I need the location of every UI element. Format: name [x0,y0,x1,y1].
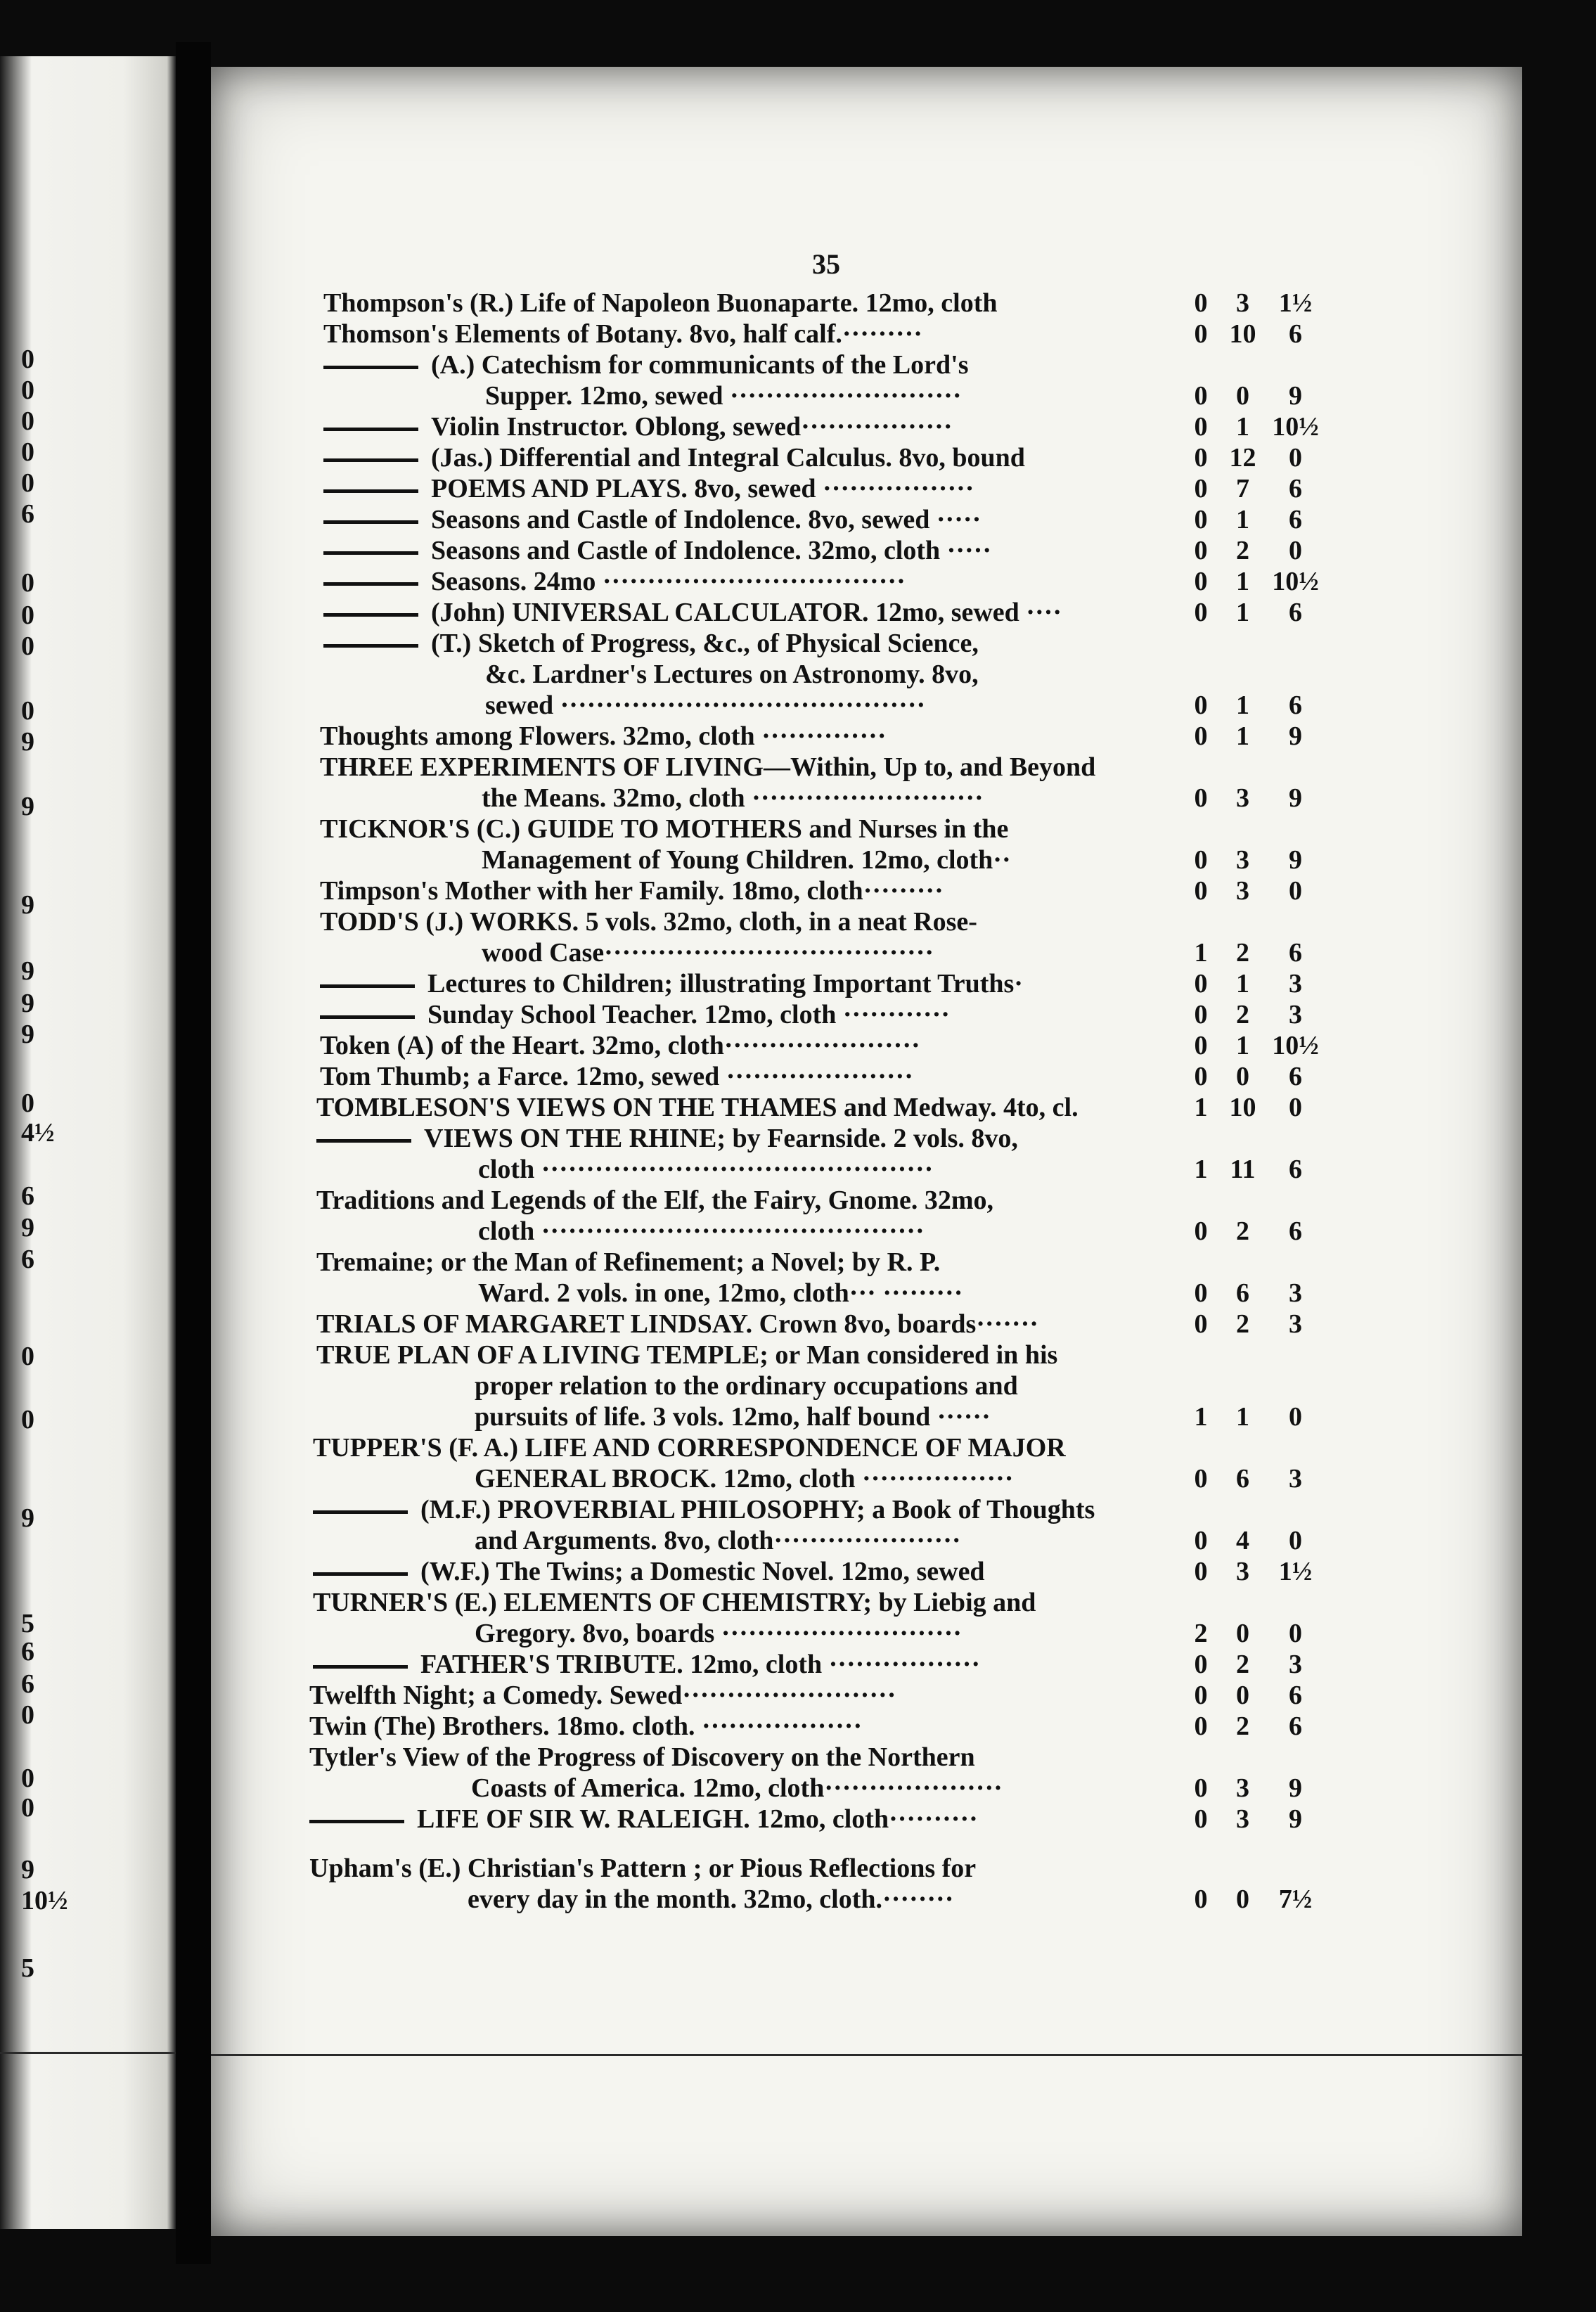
ditto-dash [309,1820,404,1823]
left-margin-number: 6 [21,499,34,529]
ditto-dash [323,489,418,493]
price-pence: 6 [1289,474,1302,503]
price-pounds: 0 [1194,1031,1208,1060]
left-margin-number: 9 [21,1020,34,1049]
entry-text: Tom Thumb; a Farce. 12mo, sewed ····················· [320,1062,913,1091]
entry-text: Upham's (E.) Christian's Pattern ; or Pious Reflections for [309,1854,977,1883]
entry-text: Timpson's Mother with her Family. 18mo, cloth········· [320,876,944,906]
left-margin-number: 9 [21,792,34,821]
entry-text: the Means. 32mo, cloth ·························· [482,783,984,813]
price-shillings: 0 [1236,1619,1249,1648]
price-pence: 1½ [1278,1557,1313,1586]
catalogue-line [323,319,922,350]
ditto-dash [313,1572,408,1576]
left-margin-number: 6 [21,1637,34,1666]
ditto-dash [323,551,418,555]
entry-text: Sunday School Teacher. 12mo, cloth ············ [427,1000,950,1029]
entry-text: (John) UNIVERSAL CALCULATOR. 12mo, sewed ···· [431,598,1062,627]
price-pounds: 0 [1194,1773,1208,1803]
catalogue-line [320,1062,913,1093]
catalogue-line [485,691,925,721]
entry-text: Thompson's (R.) Life of Napoleon Buonaparte. 12mo, cloth [323,288,998,318]
entry-text: Violin Instructor. Oblong, sewed················· [431,412,953,442]
entry-text: Seasons. 24mo ·································· [431,567,906,596]
price-pence: 6 [1289,1681,1302,1710]
price-shillings: 10 [1229,319,1256,349]
catalogue-line [313,1650,980,1681]
entry-text: and Arguments. 8vo, cloth····················· [475,1526,961,1555]
price-pounds: 0 [1194,412,1208,442]
catalogue-line [478,1278,963,1309]
catalogue-line [309,1742,975,1773]
price-shillings: 1 [1236,691,1249,720]
price-pence: 6 [1289,1216,1302,1246]
left-margin-number: 0 [21,696,34,726]
left-margin-number: 0 [21,1342,34,1371]
price-shillings: 2 [1236,536,1249,565]
price-pounds: 0 [1194,536,1208,565]
price-pounds: 0 [1194,1557,1208,1586]
price-pounds: 0 [1194,598,1208,627]
price-shillings: 0 [1236,1681,1249,1710]
left-margin-number: 10½ [21,1886,68,1915]
catalogue-line [323,288,998,319]
price-pence: 0 [1289,1619,1302,1648]
price-shillings: 12 [1229,443,1256,473]
price-pounds: 0 [1194,1000,1208,1029]
catalogue-line [309,1681,896,1711]
catalogue-line [475,1464,1013,1495]
catalogue-line [320,907,977,938]
entry-text: (W.F.) The Twins; a Domestic Novel. 12mo, sewed [420,1557,985,1586]
price-shillings: 3 [1236,783,1249,813]
price-pounds: 1 [1194,1093,1208,1122]
price-shillings: 11 [1230,1155,1256,1184]
price-pounds: 0 [1194,1681,1208,1710]
ditto-dash [323,366,418,369]
catalogue-line [320,814,1008,845]
catalogue-line [320,752,1095,783]
catalogue-line [313,1557,985,1588]
catalogue-line [316,1340,1057,1371]
price-shillings: 6 [1236,1278,1249,1308]
price-shillings: 1 [1236,1402,1249,1432]
price-pence: 3 [1289,1650,1302,1679]
catalogue-line [309,1854,976,1884]
price-shillings: 4 [1236,1526,1249,1555]
ditto-dash [320,984,415,988]
ditto-dash [320,1015,415,1019]
price-pence: 6 [1289,691,1302,720]
price-pounds: 0 [1194,1062,1208,1091]
entry-text: pursuits of life. 3 vols. 12mo, half bound ······ [475,1402,991,1432]
catalogue-line [475,1402,991,1433]
price-pounds: 1 [1194,938,1208,968]
price-shillings: 2 [1236,1309,1249,1339]
catalogue-line [316,1247,940,1278]
left-margin-number: 9 [21,890,34,920]
catalogue-line [475,1619,962,1650]
price-shillings: 6 [1236,1464,1249,1494]
left-margin-number: 9 [21,727,34,757]
entry-text: (Jas.) Differential and Integral Calculus. 8vo, bound [431,443,1025,473]
entry-text: Token (A) of the Heart. 32mo, cloth······················ [320,1031,920,1060]
catalogue-line [320,969,1023,1000]
price-pence: 0 [1289,443,1302,473]
ditto-dash [323,428,418,431]
price-pounds: 1 [1194,1402,1208,1432]
price-shillings: 2 [1236,1650,1249,1679]
price-pence: 9 [1289,1804,1302,1834]
catalogue-line [313,1495,1095,1526]
price-pence: 9 [1289,381,1302,411]
left-margin-number: 0 [21,468,34,498]
catalogue-line [320,1000,950,1031]
price-shillings: 0 [1236,1062,1249,1091]
price-pounds: 0 [1194,691,1208,720]
price-pence: 10½ [1272,567,1319,596]
ditto-dash [323,644,418,648]
price-shillings: 2 [1236,1711,1249,1741]
price-pounds: 0 [1194,845,1208,875]
catalogue-line [313,1588,1036,1619]
left-margin-number: 0 [21,437,34,467]
catalogue-line [316,1124,1018,1155]
price-pounds: 0 [1194,1884,1208,1914]
left-margin-number: 0 [21,631,34,661]
price-pounds: 0 [1194,1464,1208,1494]
price-pounds: 0 [1194,443,1208,473]
price-pence: 9 [1289,845,1302,875]
price-pence: 6 [1289,1711,1302,1741]
entry-text: FATHER'S TRIBUTE. 12mo, cloth ················· [420,1650,981,1679]
catalogue-line [316,1309,1038,1340]
price-pence: 6 [1289,598,1302,627]
catalogue-line [468,1884,953,1915]
price-pence: 6 [1289,505,1302,534]
entry-text: TURNER'S (E.) ELEMENTS OF CHEMISTRY; by Liebig and [313,1588,1036,1617]
price-pence: 3 [1289,1000,1302,1029]
left-margin-number: 9 [21,1503,34,1533]
price-shillings: 2 [1236,1000,1249,1029]
entry-text: (A.) Catechism for communicants of the Lord's [431,350,969,380]
price-shillings: 10 [1229,1093,1256,1122]
price-shillings: 1 [1236,598,1249,627]
entry-text: Ward. 2 vols. in one, 12mo, cloth··· ········· [478,1278,963,1308]
price-pence: 3 [1289,1309,1302,1339]
entry-text: Thoughts among Flowers. 32mo, cloth ·············· [320,721,887,751]
catalogue-line [313,1433,1066,1464]
price-shillings: 7 [1236,474,1249,503]
entry-text: Traditions and Legends of the Elf, the Fairy, Gnome. 32mo, [316,1186,994,1215]
ditto-dash [313,1665,408,1669]
ditto-dash [323,582,418,586]
price-pounds: 0 [1194,876,1208,906]
left-margin-number: 0 [21,345,34,374]
entry-text: Gregory. 8vo, boards ··························· [475,1619,962,1648]
catalogue-line [323,536,991,567]
entry-text: every day in the month. 32mo, cloth.········ [468,1884,954,1914]
catalogue-line [475,1371,1018,1402]
left-margin-number: 0 [21,1405,34,1434]
left-margin-number: 6 [21,1181,34,1211]
price-pence: 10½ [1272,412,1319,442]
price-pence: 3 [1289,1278,1302,1308]
price-shillings: 3 [1236,845,1249,875]
left-margin-number: 9 [21,956,34,986]
entry-text: wood Case····································· [482,938,934,968]
left-margin-number: 0 [21,568,34,598]
catalogue-line [323,598,1062,629]
price-pounds: 0 [1194,381,1208,411]
entry-text: Lectures to Children; illustrating Important Truths· [427,969,1023,998]
catalogue-line [320,721,887,752]
price-pence: 9 [1289,783,1302,813]
entry-text: VIEWS ON THE RHINE; by Fearnside. 2 vols. 8vo, [424,1124,1018,1153]
price-shillings: 2 [1236,1216,1249,1246]
catalogue-line [323,412,953,443]
price-shillings: 3 [1236,1557,1249,1586]
entry-text: &c. Lardner's Lectures on Astronomy. 8vo, [485,660,979,689]
catalogue-line [309,1711,862,1742]
ditto-dash [323,458,418,462]
left-margin-number: 0 [21,1700,34,1730]
price-shillings: 1 [1236,1031,1249,1060]
left-margin-number: 0 [21,1088,34,1118]
price-pence: 9 [1289,721,1302,751]
price-pence: 0 [1289,1402,1302,1432]
entry-text: Thomson's Elements of Botany. 8vo, half calf.········· [323,319,922,349]
catalogue-line [482,845,1011,876]
entry-text: LIFE OF SIR W. RALEIGH. 12mo, cloth·········· [417,1804,978,1834]
catalogue-line [478,1216,925,1247]
entry-text: cloth ··········································· [478,1216,925,1246]
price-pence: 0 [1289,876,1302,906]
catalogue-line [320,1031,920,1062]
price-shillings: 0 [1236,1884,1249,1914]
price-shillings: 0 [1236,381,1249,411]
price-pounds: 0 [1194,1216,1208,1246]
price-pounds: 2 [1194,1619,1208,1648]
entry-text: THREE EXPERIMENTS OF LIVING—Within, Up to, and Beyond [320,752,1096,782]
entry-text: TODD'S (J.) WORKS. 5 vols. 32mo, cloth, in a neat Rose- [320,907,977,937]
price-pounds: 1 [1194,1155,1208,1184]
catalogue-line [478,1155,933,1186]
left-margin-number: 5 [21,1953,34,1983]
catalogue-line [471,1773,1003,1804]
catalogue-line [475,1526,961,1557]
entry-text: Seasons and Castle of Indolence. 32mo, cloth ····· [431,536,992,565]
left-margin-number: 0 [21,601,34,630]
price-pounds: 0 [1194,567,1208,596]
entry-text: Management of Young Children. 12mo, cloth·· [482,845,1011,875]
price-pence: 6 [1289,938,1302,968]
left-margin-number: 9 [21,1213,34,1242]
price-shillings: 3 [1236,1804,1249,1834]
price-shillings: 2 [1236,938,1249,968]
price-shillings: 1 [1236,505,1249,534]
catalogue-line [316,1093,1079,1124]
price-shillings: 3 [1236,1773,1249,1803]
catalogue-line [309,1804,978,1835]
entry-text: (T.) Sketch of Progress, &c., of Physical Science, [431,629,979,658]
price-pounds: 0 [1194,969,1208,998]
price-shillings: 1 [1236,567,1249,596]
price-pence: 6 [1289,319,1302,349]
catalogue-line [323,474,974,505]
price-pounds: 0 [1194,1711,1208,1741]
price-pounds: 0 [1194,1650,1208,1679]
entry-text: GENERAL BROCK. 12mo, cloth ················· [475,1464,1014,1494]
entry-text: proper relation to the ordinary occupations and [475,1371,1018,1401]
price-pounds: 0 [1194,783,1208,813]
catalogue-line [323,505,981,536]
entry-text: cloth ············································ [478,1155,934,1184]
price-pence: 3 [1289,1464,1302,1494]
left-margin-number: 0 [21,1793,34,1823]
ditto-dash [323,613,418,617]
left-margin-number: 9 [21,989,34,1018]
catalogue-line [482,783,984,814]
entry-text: (M.F.) PROVERBIAL PHILOSOPHY; a Book of Thoughts [420,1495,1095,1524]
price-pounds: 0 [1194,721,1208,751]
entry-text: TICKNOR'S (C.) GUIDE TO MOTHERS and Nurses in the [320,814,1009,844]
page-number: 35 [812,248,840,280]
catalogue-line [485,660,979,691]
catalogue-line [323,443,1025,474]
price-pence: 0 [1289,1526,1302,1555]
entry-text: Twin (The) Brothers. 18mo. cloth. ·················· [309,1711,863,1741]
price-pence: 0 [1289,1093,1302,1122]
price-pence: 7½ [1278,1884,1313,1914]
entry-text: TRUE PLAN OF A LIVING TEMPLE; or Man considered in his [316,1340,1058,1370]
price-shillings: 3 [1236,876,1249,906]
entry-text: TRIALS OF MARGARET LINDSAY. Crown 8vo, boards······· [316,1309,1038,1339]
price-pence: 1½ [1278,288,1313,318]
left-margin-number: 0 [21,406,34,436]
left-margin-number: 0 [21,1764,34,1793]
price-pounds: 0 [1194,288,1208,318]
price-pounds: 0 [1194,474,1208,503]
price-pence: 3 [1289,969,1302,998]
price-pounds: 0 [1194,1278,1208,1308]
price-pence: 0 [1289,536,1302,565]
price-pence: 6 [1289,1155,1302,1184]
catalogue-line [323,567,906,598]
ditto-dash [313,1510,408,1514]
left-margin-number: 9 [21,1855,34,1884]
price-pounds: 0 [1194,505,1208,534]
ditto-dash [323,520,418,524]
entry-text: TOMBLESON'S VIEWS ON THE THAMES and Medway. 4to, cl. [316,1093,1079,1122]
entry-text: Supper. 12mo, sewed ·························· [485,381,962,411]
left-margin-number: 0 [21,375,34,405]
ditto-dash [316,1139,411,1143]
entry-text: Tremaine; or the Man of Refinement; a Novel; by R. P. [316,1247,941,1277]
price-shillings: 3 [1236,288,1249,318]
left-margin-number: 5 [21,1609,34,1638]
price-pounds: 0 [1194,1309,1208,1339]
entry-text: POEMS AND PLAYS. 8vo, sewed ················· [431,474,974,503]
price-pounds: 0 [1194,1804,1208,1834]
catalogue-line [320,876,944,907]
entry-text: Tytler's View of the Progress of Discovery on the Northern [309,1742,975,1772]
price-pence: 6 [1289,1062,1302,1091]
price-pounds: 0 [1194,1526,1208,1555]
entry-text: TUPPER'S (F. A.) LIFE AND CORRESPONDENCE OF MAJOR [313,1433,1066,1463]
catalogue-line [323,350,969,381]
entry-text: Coasts of America. 12mo, cloth···················· [471,1773,1003,1803]
entry-text: Twelfth Night; a Comedy. Sewed························ [309,1681,896,1710]
price-pence: 10½ [1272,1031,1319,1060]
price-shillings: 1 [1236,969,1249,998]
entry-text: sewed ········································· [485,691,926,720]
price-shillings: 1 [1236,721,1249,751]
price-shillings: 1 [1236,412,1249,442]
left-margin-number: 6 [21,1245,34,1274]
left-margin-number: 4½ [21,1118,55,1148]
left-margin-number: 6 [21,1669,34,1699]
catalogue-line [316,1186,993,1216]
catalogue-line [485,381,962,412]
price-pence: 9 [1289,1773,1302,1803]
price-pounds: 0 [1194,319,1208,349]
catalogue-line [482,938,934,969]
entry-text: Seasons and Castle of Indolence. 8vo, sewed ····· [431,505,982,534]
catalogue-line [323,629,979,660]
